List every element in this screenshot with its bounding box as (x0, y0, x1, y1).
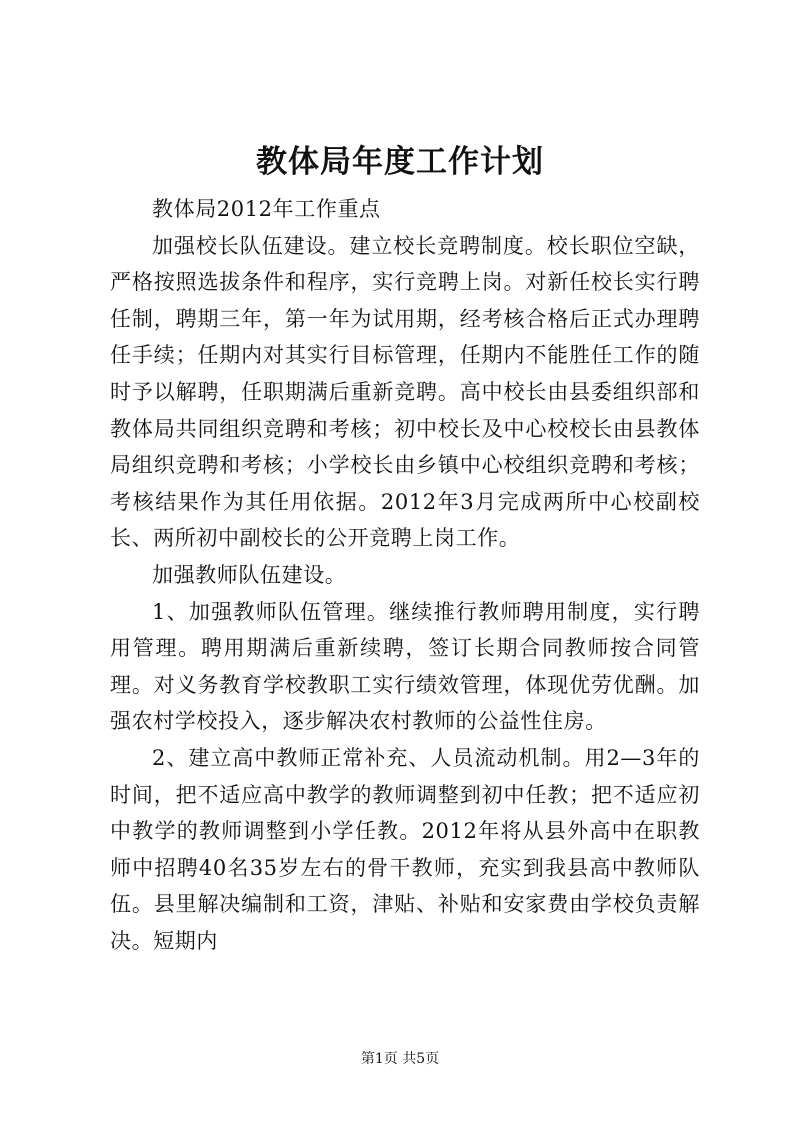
document-title: 教体局年度工作计划 (256, 144, 544, 180)
document-body (110, 191, 700, 959)
paragraph-subtitle: 教体局2012年工作重点 (152, 197, 381, 221)
paragraph-teacher-management: 1、加强教师队伍管理。继续推行教师聘用制度，实行聘用管理。聘用期满后重新续聘，签订长期合同教师按合同管理。对义务教育学校教职工实行绩效管理，体现优劳优酬。加强农村学校投入，逐步解决农村教师的公益性住房。 (110, 599, 700, 734)
page-indicator: 第1页 共5页 (360, 1051, 440, 1067)
paragraph-principal-team: 加强校长队伍建设。建立校长竞聘制度。校长职位空缺，严格按照选拔条件和程序，实行竞聘上岗。对新任校长实行聘任制，聘期三年，第一年为试用期，经考核合格后正式办理聘任手续；任期内对其实行目标管理，任期内不能胜任工作的随时予以解聘，任职期满后重新竞聘。高中校长由县委组织部和教体局共同组织竞聘和考核；初中校长及中心校校长由县教体局组织竞聘和考核；小学校长由乡镇中心校组织竞聘和考核；考核结果作为其任用依据。2012年3月完成两所中心校副校长、两所初中副校长的公开竞聘上岗工作。 (110, 233, 700, 551)
paragraph-teacher-mobility: 2、建立高中教师正常补充、人员流动机制。用2—3年的时间，把不适应高中教学的教师调整到初中任教；把不适应初中教学的教师调整到小学任教。2012年将从县外高中在职教师中招聘40名35岁左右的骨干教师，充实到我县高中教师队伍。县里解决编制和工资，津贴、补贴和安家费由学校负责解决。短期内 (110, 745, 700, 953)
paragraph-teacher-team-heading: 加强教师队伍建设。 (152, 562, 347, 587)
